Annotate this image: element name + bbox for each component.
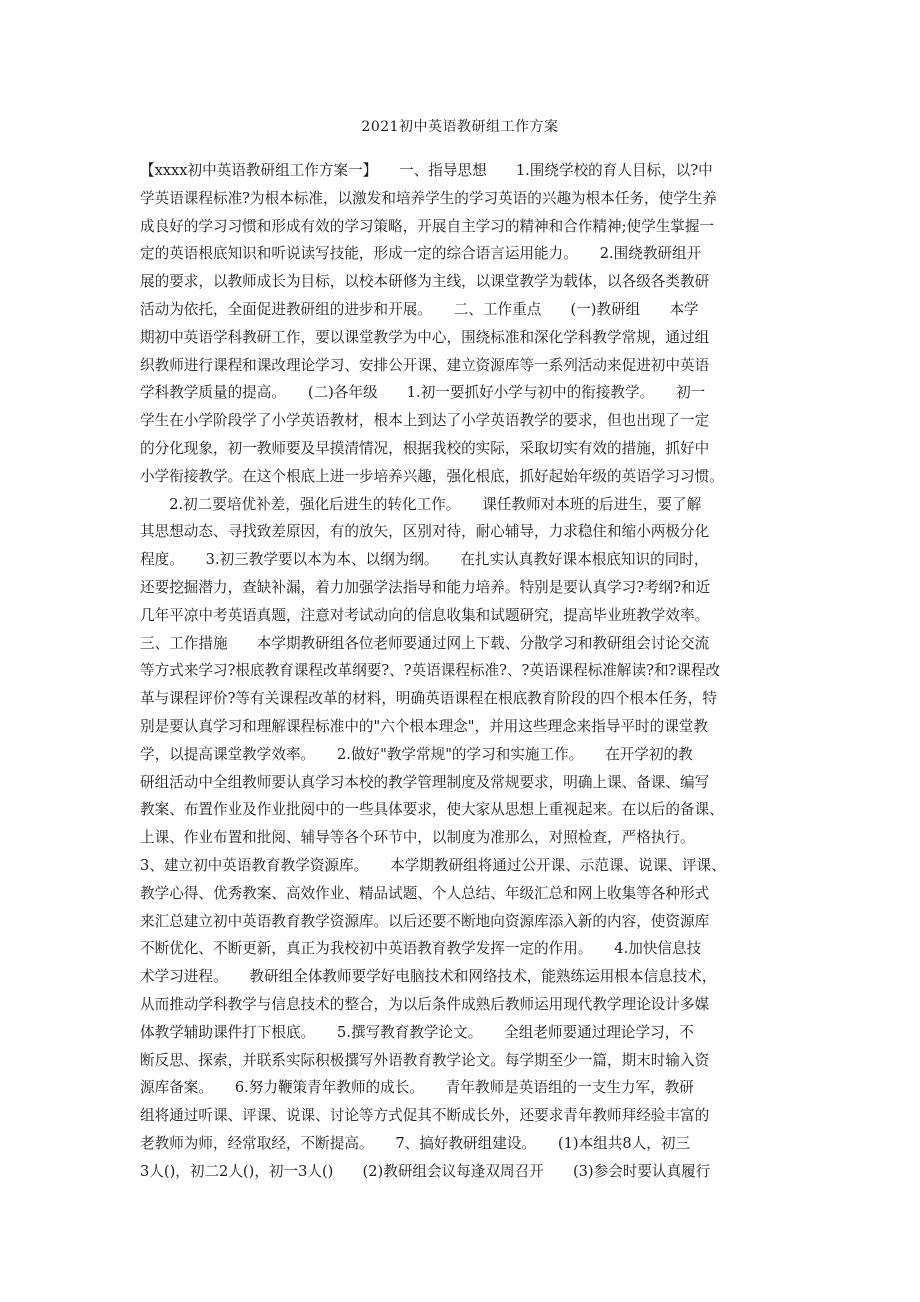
paragraph-line: 上课、作业布置和批阅、辅导等各个环节中，以制度为准那么，对照检查，严格执行。 <box>140 829 695 847</box>
paragraph-line: 期初中英语学科教研工作，要以课堂教学为中心，围绕标准和深化学科教学常规，通过组 <box>140 328 710 346</box>
paragraph-line: 别是要认真学习和理解课程标准中的"六个根本理念"，并用这些理念来指导平时的课堂教 <box>140 717 708 735</box>
paragraph-line: 其思想动态、寻找致差原因，有的放矢，区别对待，耐心辅导，力求稳住和缩小两极分化 <box>140 523 710 541</box>
paragraph-line: 等方式来学习?根底教育课程改革纲要?、?英语课程标准?、?英语课程标准解读?和?课程改 <box>140 662 721 680</box>
paragraph-line: 【xxxx初中英语教研组工作方案一】 一、指导思想 1.围绕学校的育人目标，以?中 <box>140 162 713 179</box>
paragraph-line: 成良好的学习习惯和形成有效的学习策略，开展自主学习的精神和合作精神;使学生掌握一 <box>140 217 715 235</box>
paragraph-line: 定的英语根底知识和听说读写技能，形成一定的综合语言运用能力。 2.围绕教研组开 <box>140 245 702 263</box>
paragraph-line: 的分化现象，初一教师要及早摸清情况，根据我校的实际，采取切实有效的措施，抓好中 <box>140 439 710 457</box>
paragraph-line: 研组活动中全组教师要认真学习本校的教学管理制度及常规要求，明确上课、备课、编写 <box>140 773 710 791</box>
paragraph-line: 小学衔接教学。在这个根底上进一步培养兴趣，强化根底，抓好起始年级的英语学习习惯。 <box>140 467 724 485</box>
paragraph-line: 三、工作措施 本学期教研组各位老师要通过网上下载、分散学习和教研组会讨论交流 <box>140 634 710 652</box>
paragraph-line: 教学心得、优秀教案、高效作业、精品试题、个人总结、年级汇总和网上收集等各种形式 <box>140 884 710 902</box>
paragraph-line: 体教学辅助课件打下根底。 5.撰写教育教学论文。 全组老师要通过理论学习，不 <box>140 1023 694 1041</box>
document-title: 2021初中英语教研组工作方案 <box>361 119 559 135</box>
paragraph-line: 不断优化、不断更新，真正为我校初中英语教育教学发挥一定的作用。 4.加快信息技 <box>140 940 702 958</box>
paragraph-line: 学科教学质量的提高。 (二)各年级 1.初一要抓好小学与初中的衔接教学。 初一 <box>140 384 706 402</box>
paragraph-line: 织教师进行课程和课改理论学习、安排公开课、建立资源库等一系列活动来促进初中英语 <box>140 356 710 374</box>
paragraph-line: 还要挖掘潜力，查缺补漏，着力加强学法指导和能力培养。特别是要认真学习?考纲?和近 <box>140 578 711 596</box>
paragraph-line: 学英语课程标准?为根本标准，以激发和培养学生的学习英语的兴趣为根本任务，使学生养 <box>140 189 717 207</box>
paragraph-line: 展的要求，以教师成长为目标，以校本研修为主线，以课堂教学为载体，以各级各类教研 <box>140 273 710 291</box>
paragraph-line: 学生在小学阶段学了小学英语教材，根本上到达了小学英语教学的要求，但也出现了一定 <box>140 412 710 430</box>
paragraph-line: 老教师为师，经常取经，不断提高。 7、搞好教研组建设。 (1)本组共8人，初三 <box>140 1134 691 1152</box>
paragraph-line: 革与课程评价?等有关课程改革的材料，明确英语课程在根底教育阶段的四个根本任务，特 <box>140 690 717 708</box>
paragraph-line: 程度。 3.初三教学要以本为本、以纲为纲。 在扎实认真教好课本根底知识的同时， <box>140 551 709 569</box>
paragraph-line: 几年平凉中考英语真题，注意对考试动向的信息收集和试题研究，提高毕业班教学效率。 <box>140 606 710 624</box>
paragraph-line: 3人()，初二2人()，初一3人() (2)教研组会议每逢双周召开 (3)参会时要认真履行 <box>140 1162 711 1180</box>
paragraph-line: 学，以提高课堂教学效率。 2.做好"教学常规"的学习和实施工作。 在开学初的教 <box>140 745 693 763</box>
paragraph-line: 断反思、探索，并联系实际积极撰写外语教育教学论文。每学期至少一篇，期末时输入资 <box>140 1051 710 1069</box>
paragraph-line: 活动为依托，全面促进教研组的进步和开展。 二、工作重点 (一)教研组 本学 <box>140 300 699 318</box>
paragraph-line: 来汇总建立初中英语教育教学资源库。以后还要不断地向资源库添入新的内容，使资源库 <box>140 912 710 930</box>
paragraph-line: 3、建立初中英语教育教学资源库。 本学期教研组将通过公开课、示范课、说课、评课、 <box>140 856 726 874</box>
paragraph-line: 术学习进程。 教研组全体教师要学好电脑技术和网络技术，能熟练运用根本信息技术， <box>140 968 717 986</box>
paragraph-line: 从而推动学科教学与信息技术的整合，为以后条件成熟后教师运用现代教学理论设计多媒 <box>140 995 710 1013</box>
paragraph-line: 组将通过听课、评课、说课、讨论等方式促其不断成长外，还要求青年教师拜经验丰富的 <box>140 1107 710 1125</box>
paragraph-line: 2.初二要培优补差，强化后进生的转化工作。 课任教师对本班的后进生，要了解 <box>140 495 702 513</box>
paragraph-line: 源库备案。 6.努力鞭策青年教师的成长。 青年教师是英语组的一支生力军，教研 <box>140 1079 694 1097</box>
document-body <box>140 157 790 1185</box>
paragraph-line: 教案、布置作业及作业批阅中的一些具体要求，使大家从思想上重视起来。在以后的备课、 <box>140 801 724 819</box>
